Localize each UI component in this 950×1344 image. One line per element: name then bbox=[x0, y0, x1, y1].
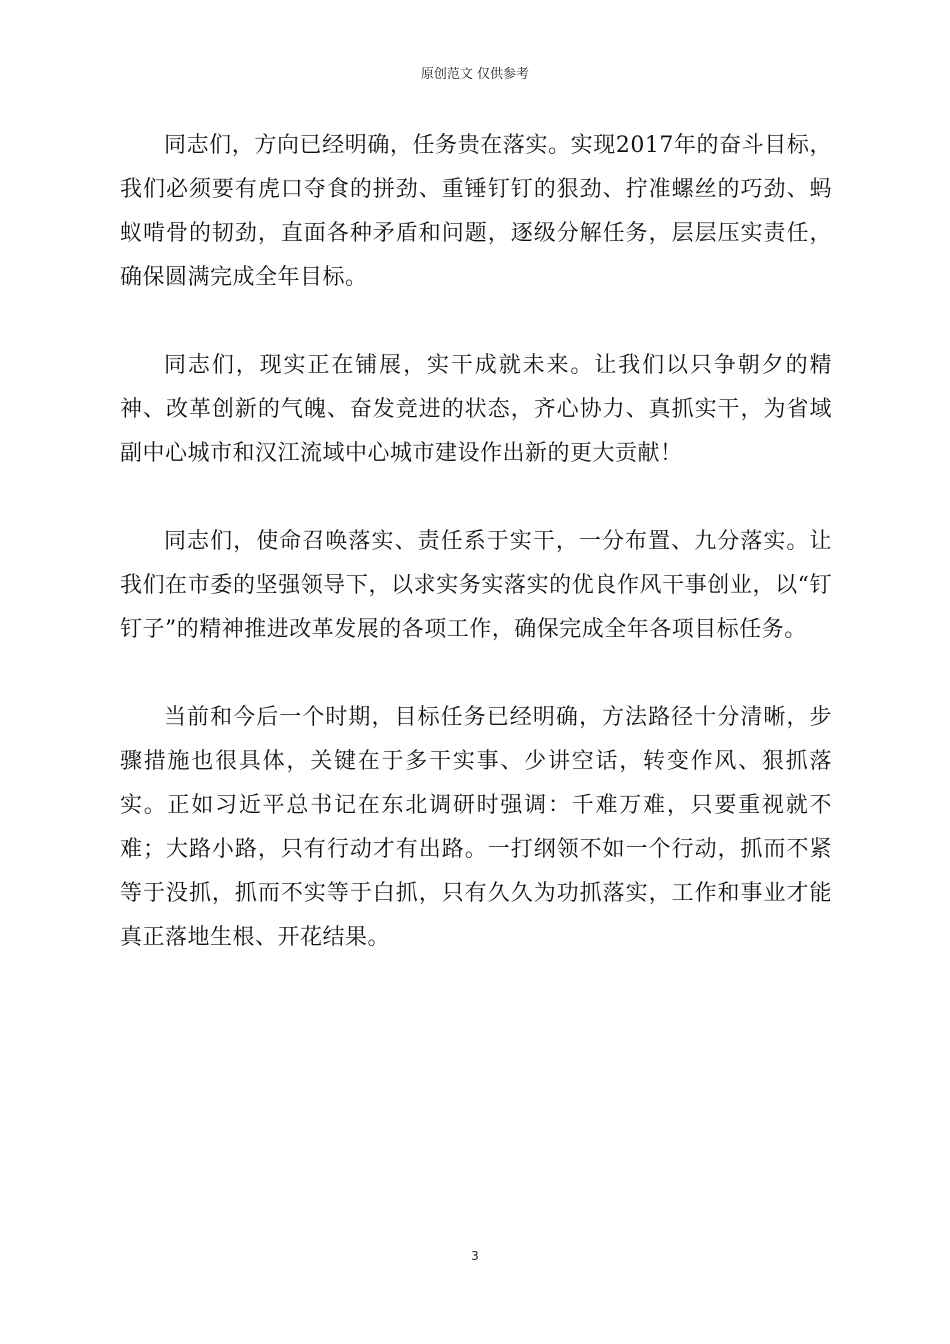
page-header: 原创范文 仅供参考 bbox=[420, 67, 530, 82]
page-number: 3 bbox=[471, 1249, 479, 1263]
paragraph-1: 同志们，方向已经明确，任务贵在落实。实现2017年的奋斗目标，我们必须要有虎口夺食的拼劲、重锤钉钉的狠劲、拧准螺丝的巧劲、蚂蚁啃骨的韧劲，直面各种矛盾和问题，逐级分解任务，层层压实责任，确保圆满完成全年目标。 bbox=[120, 133, 832, 290]
paragraph-2: 同志们，现实正在铺展，实干成就未来。让我们以只争朝夕的精神、改革创新的气魄、奋发竞进的状态，齐心协力、真抓实干，为省域副中心城市和汉江流域中心城市建设作出新的更大贡献！ bbox=[120, 353, 832, 466]
paragraph-4: 当前和今后一个时期，目标任务已经明确，方法路径十分清晰，步骤措施也很具体，关键在于多干实事、少讲空话，转变作风、狠抓落实。正如习近平总书记在东北调研时强调：千难万难，只要重视就不难；大路小路，只有行动才有出路。一打纲领不如一个行动，抓而不紧等于没抓，抓而不实等于白抓，只有久久为功抓落实，工作和事业才能真正落地生根、开花结果。 bbox=[120, 705, 832, 950]
document-body bbox=[120, 124, 832, 960]
paragraph-3: 同志们，使命召唤落实、责任系于实干，一分布置、九分落实。让我们在市委的坚强领导下，以求实务实落实的优良作风干事创业，以“钉钉子”的精神推进改革发展的各项工作，确保完成全年各项目标任务。 bbox=[120, 529, 832, 642]
